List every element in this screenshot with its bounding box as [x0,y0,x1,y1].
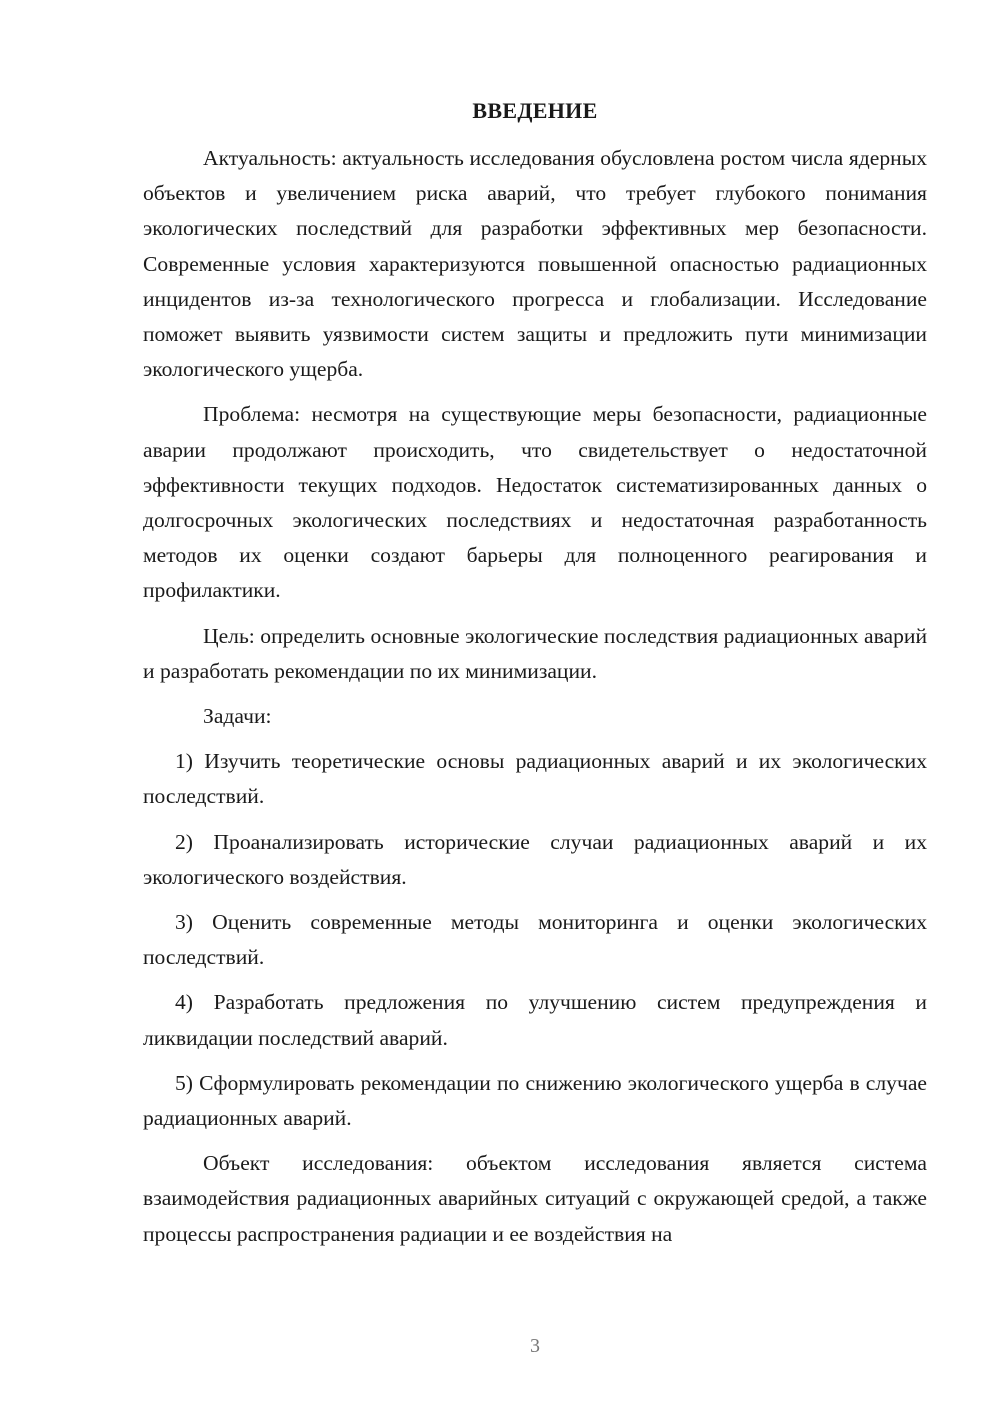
task-item-1: 1) Изучить теоретические основы радиационных аварий и их экологических последствий. [143,749,927,809]
task-item-4: 4) Разработать предложения по улучшению систем предупреждения и ликвидации последствий аварий. [143,990,927,1050]
goal-paragraph: Цель: определить основные экологические последствия радиационных аварий и разработать рекомендации по их минимизации. [143,623,927,683]
tasks-label: Задачи: [203,704,272,729]
page-number: 3 [530,1335,540,1357]
section-heading: ВВЕДЕНИЕ [472,98,598,123]
document-page [143,0,927,1414]
object-paragraph: Объект исследования: объектом исследования является система взаимодействия радиационных аварийных ситуаций с окружающей средой, а также процессы распространения радиации и ее воздействия на [143,1151,927,1246]
task-item-3: 3) Оценить современные методы мониторинга и оценки экологических последствий. [143,910,927,970]
problem-paragraph: Проблема: несмотря на существующие меры безопасности, радиационные аварии продолжают происходить, что свидетельствует о недостаточной эффективности текущих подходов. Недостаток систематизированных данных о долгосрочных экологических последствиях и недостаточная разработанность методов их оценки создают барьеры для полноценного реагирования и профилактики. [143,402,927,603]
task-item-2: 2) Проанализировать исторические случаи радиационных аварий и их экологического воздействия. [143,829,927,889]
relevance-paragraph: Актуальность: актуальность исследования обусловлена ростом числа ядерных объектов и увеличением риска аварий, что требует глубокого понимания экологических последствий для разработки эффективных мер безопасности. Современные условия характеризуются повышенной опасностью радиационных инцидентов из-за технологического прогресса и глобализации. Исследование поможет выявить уязвимости систем защиты и предложить пути минимизации экологического ущерба. [143,146,927,382]
task-item-5: 5) Сформулировать рекомендации по снижению экологического ущерба в случае радиационных аварий. [143,1070,927,1131]
document-body [143,141,927,1252]
